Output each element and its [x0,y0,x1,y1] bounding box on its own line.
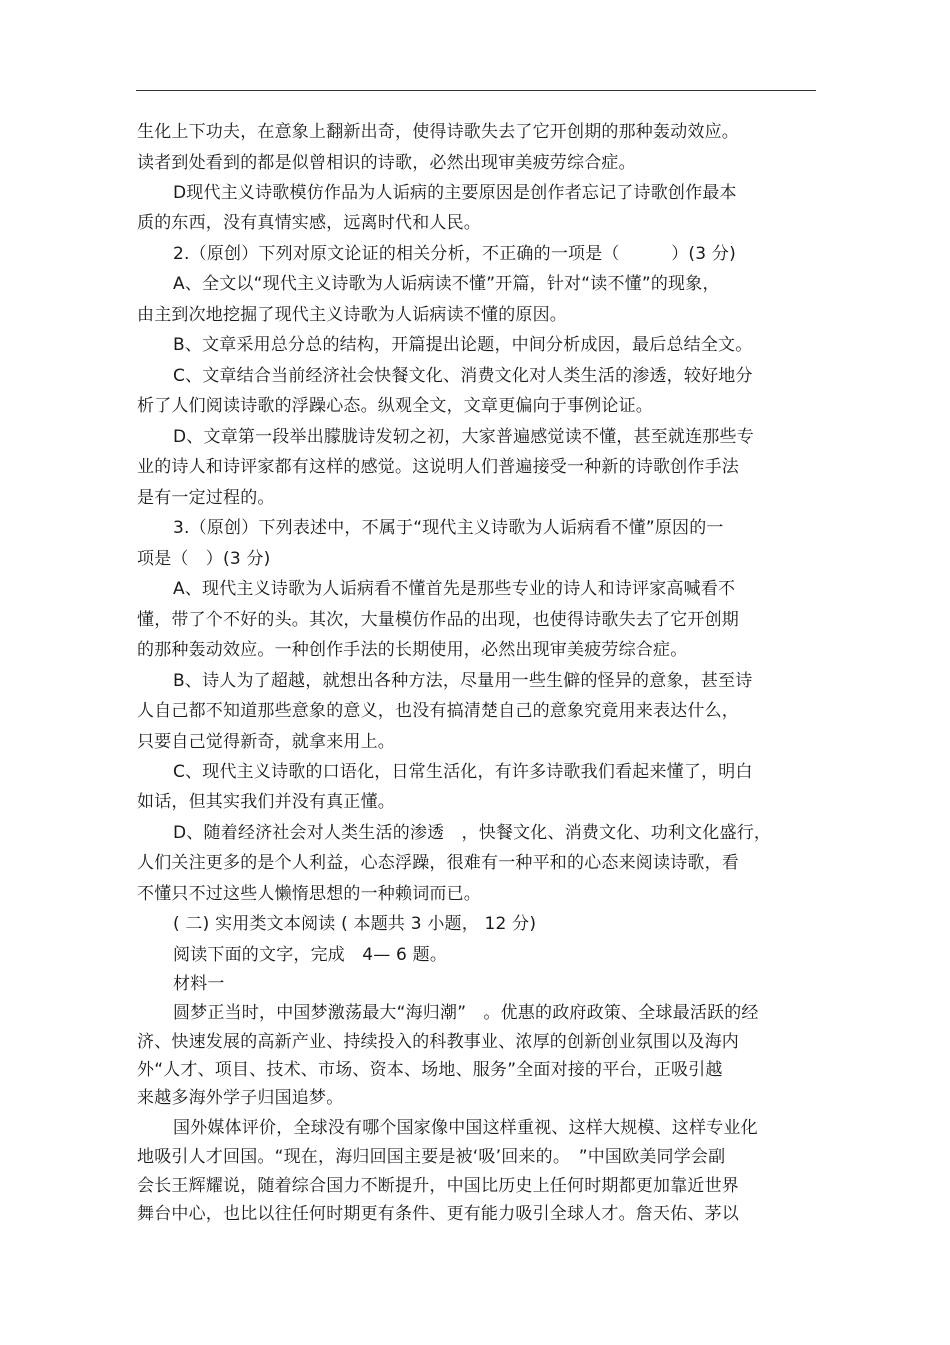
text-line: 析了人们阅读诗歌的浮躁心态。纵观全文，文章更偏向于事例论证。 [137,396,653,416]
option-c: C、现代主义诗歌的口语化，日常生活化，有许多诗歌我们看起来懂了，明白 [173,762,753,782]
question-2: 2.（原创）下列对原文论证的相关分析，不正确的一项是（ ）(3 分) [173,244,736,264]
text-line: 济、快速发展的高新产业、持续投入的科教事业、浓厚的创新创业氛围以及海内 [137,1032,739,1052]
text-line: 生化上下功夫，在意象上翻新出奇，使得诗歌失去了它开创期的那种轰动效应。 [137,122,739,142]
text-line: 舞台中心，也比以往任何时期更有条件、更有能力吸引全球人才。詹天佑、茅以 [137,1204,739,1224]
material-title: 材料一 [173,974,225,994]
question-3: 3.（原创）下列表述中，不属于“现代主义诗歌为人诟病看不懂”原因的一 [173,518,724,538]
text-line: 由主到次地挖掘了现代主义诗歌为人诟病读不懂的原因。 [137,305,567,325]
instruction: 阅读下面的文字，完成 4— 6 题。 [173,945,448,965]
text-line: 不懂只不过这些人懒惰思想的一种赖词而已。 [137,884,481,904]
text-line: 懂，带了个不好的头。其次，大量模仿作品的出现，也使得诗歌失去了它开创期 [137,610,739,630]
text-line: 外“人才、项目、技术、市场、资本、场地、服务”全面对接的平台，正吸引越 [137,1060,723,1080]
text-line: 人自己都不知道那些意象的意义，也没有搞清楚自己的意象究竟用来表达什么， [137,701,739,721]
text-line: 来越多海外学子归国追梦。 [137,1088,344,1108]
text-line: 质的东西，没有真情实感，远离时代和人民。 [137,213,481,233]
option-b: B、诗人为了超越，就想出各种方法，尽量用一些生僻的怪异的意象，甚至诗 [173,671,753,691]
text-line: 只要自己觉得新奇，就拿来用上。 [137,732,395,752]
text-line: 的那种轰动效应。一种创作手法的长期使用，必然出现审美疲劳综合症。 [137,640,688,660]
section-heading: ( 二) 实用类文本阅读 ( 本题共 3 小题， 12 分) [173,914,537,934]
text-line: 国外媒体评价，全球没有哪个国家像中国这样重视、这样大规模、这样专业化 [173,1118,758,1138]
header-rule [136,90,816,91]
option-b: B、文章采用总分总的结构，开篇提出论题，中间分析成因，最后总结全文。 [173,335,753,355]
option-a: A、现代主义诗歌为人诟病看不懂首先是那些专业的诗人和诗评家高喊看不 [173,579,736,599]
text-line: 读者到处看到的都是似曾相识的诗歌，必然出现审美疲劳综合症。 [137,153,636,173]
option-a: A、全文以“现代主义诗歌为人诟病读不懂”开篇，针对“读不懂”的现象， [173,274,720,294]
option-d: D、随着经济社会对人类生活的渗透 ，快餐文化、消费文化、功利文化盛行， [173,823,772,843]
option-c: C、文章结合当前经济社会快餐文化、消费文化对人类生活的渗透，较好地分 [173,366,753,386]
text-line: 地吸引人才回国。“现在，海归回国主要是被‘吸’回来的。 ”中国欧美同学会副 [137,1147,726,1167]
text-line: 是有一定过程的。 [137,488,275,508]
option-d: D、文章第一段举出朦胧诗发轫之初，大家普遍感觉读不懂，甚至就连那些专 [173,427,754,447]
text-line: 项是（ ）(3 分) [137,549,271,569]
text-line: 会长王辉耀说，随着综合国力不断提升，中国比历史上任何时期都更加靠近世界 [137,1176,739,1196]
text-line: 人们关注更多的是个人利益，心态浮躁，很难有一种平和的心态来阅读诗歌，看 [137,853,739,873]
text-line: 如话，但其实我们并没有真正懂。 [137,792,395,812]
text-line: D现代主义诗歌模仿作品为人诟病的主要原因是创作者忘记了诗歌创作最本 [173,183,737,203]
text-line: 圆梦正当时，中国梦激荡最大“海归潮” 。优惠的政府政策、全球最活跃的经 [173,1003,759,1023]
text-line: 业的诗人和诗评家都有这样的感觉。这说明人们普遍接受一种新的诗歌创作手法 [137,457,739,477]
